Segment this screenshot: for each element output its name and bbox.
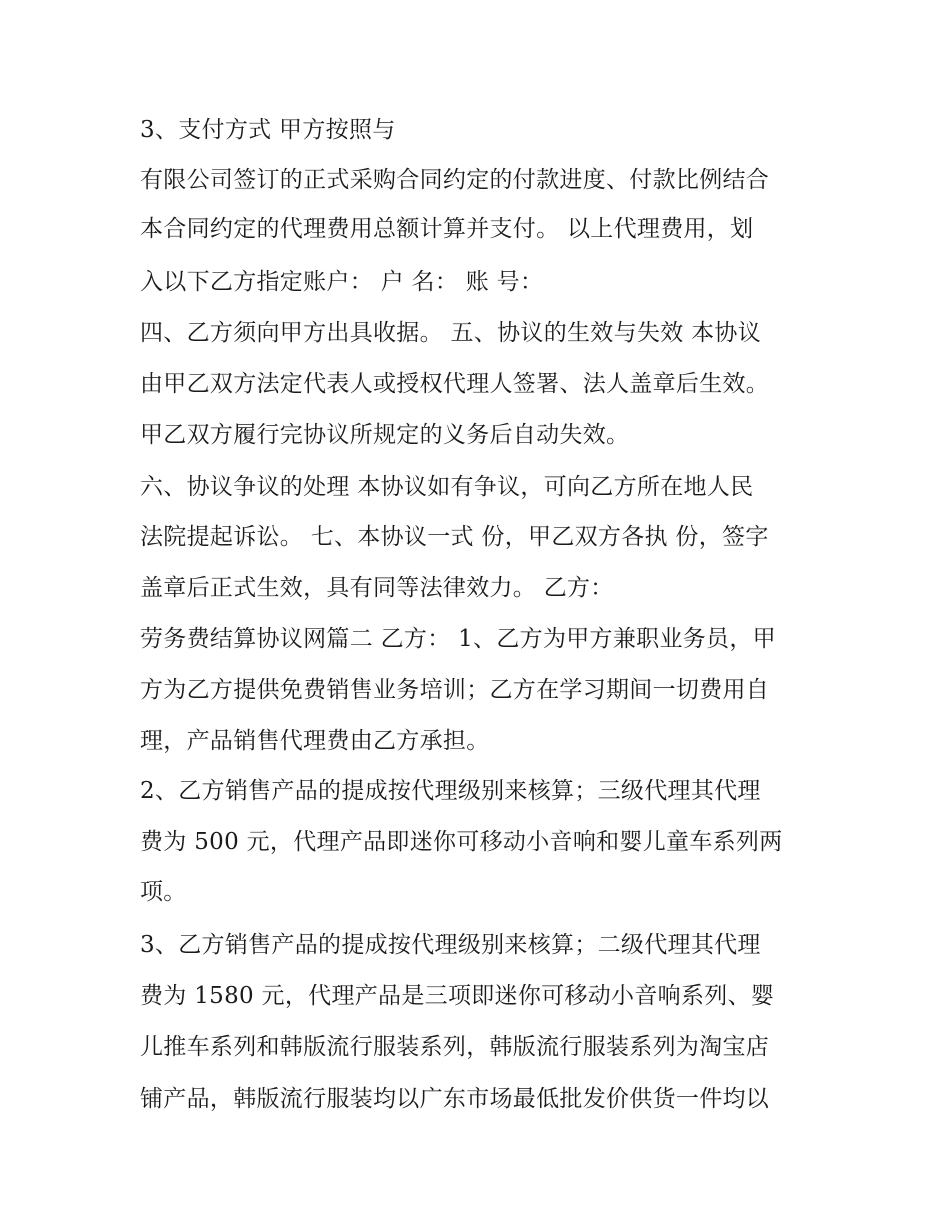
text-line: 本合同约定的代理费用总额计算并支付。 以上代理费用，划 [140,216,754,242]
text-line: 费为 1580 元，代理产品是三项即迷你可移动小音响系列、婴 [140,983,775,1009]
text-line: 由甲乙双方法定代表人或授权代理人签署、法人盖章后生效。 [140,371,770,397]
text-line: 法院提起诉讼。 七、本协议一式 份，甲乙双方各执 份，签字 [140,524,769,550]
text-line: 四、乙方须向甲方出具收据。 五、协议的生效与失效 本协议 [140,320,762,346]
text-line: 项。 [140,879,187,905]
text-line: 理，产品销售代理费由乙方承担。 [140,728,490,754]
text-line: 铺产品，韩版流行服装均以广东市场最低批发价供货一件均以 [140,1086,770,1112]
text-line: 甲乙双方履行完协议所规定的义务后自动失效。 [140,422,630,448]
text-line: 六、协议争议的处理 本协议如有争议，可向乙方所在地人民 [140,474,754,500]
text-line: 盖章后正式生效，具有同等法律效力。 乙方： [140,575,614,601]
text-line: 费为 500 元，代理产品即迷你可移动小音响和婴儿童车系列两 [140,829,783,855]
text-line: 3、支付方式 甲方按照与 [140,117,396,143]
text-line: 方为乙方提供免费销售业务培训；乙方在学习期间一切费用自 [140,677,770,703]
text-line: 2、乙方销售产品的提成按代理级别来核算；三级代理其代理 [140,778,761,804]
text-line: 3、乙方销售产品的提成按代理级别来核算；二级代理其代理 [140,932,761,958]
text-line: 劳务费结算协议网篇二 乙方： 1、乙方为甲方兼职业务员，甲 [140,626,776,652]
text-line: 有限公司签订的正式采购合同约定的付款进度、付款比例结合 [140,167,770,193]
text-line: 儿推车系列和韩版流行服装系列，韩版流行服装系列为淘宝店 [140,1034,770,1060]
text-line: 入以下乙方指定账户： 户 名： 账 号： [140,269,544,295]
